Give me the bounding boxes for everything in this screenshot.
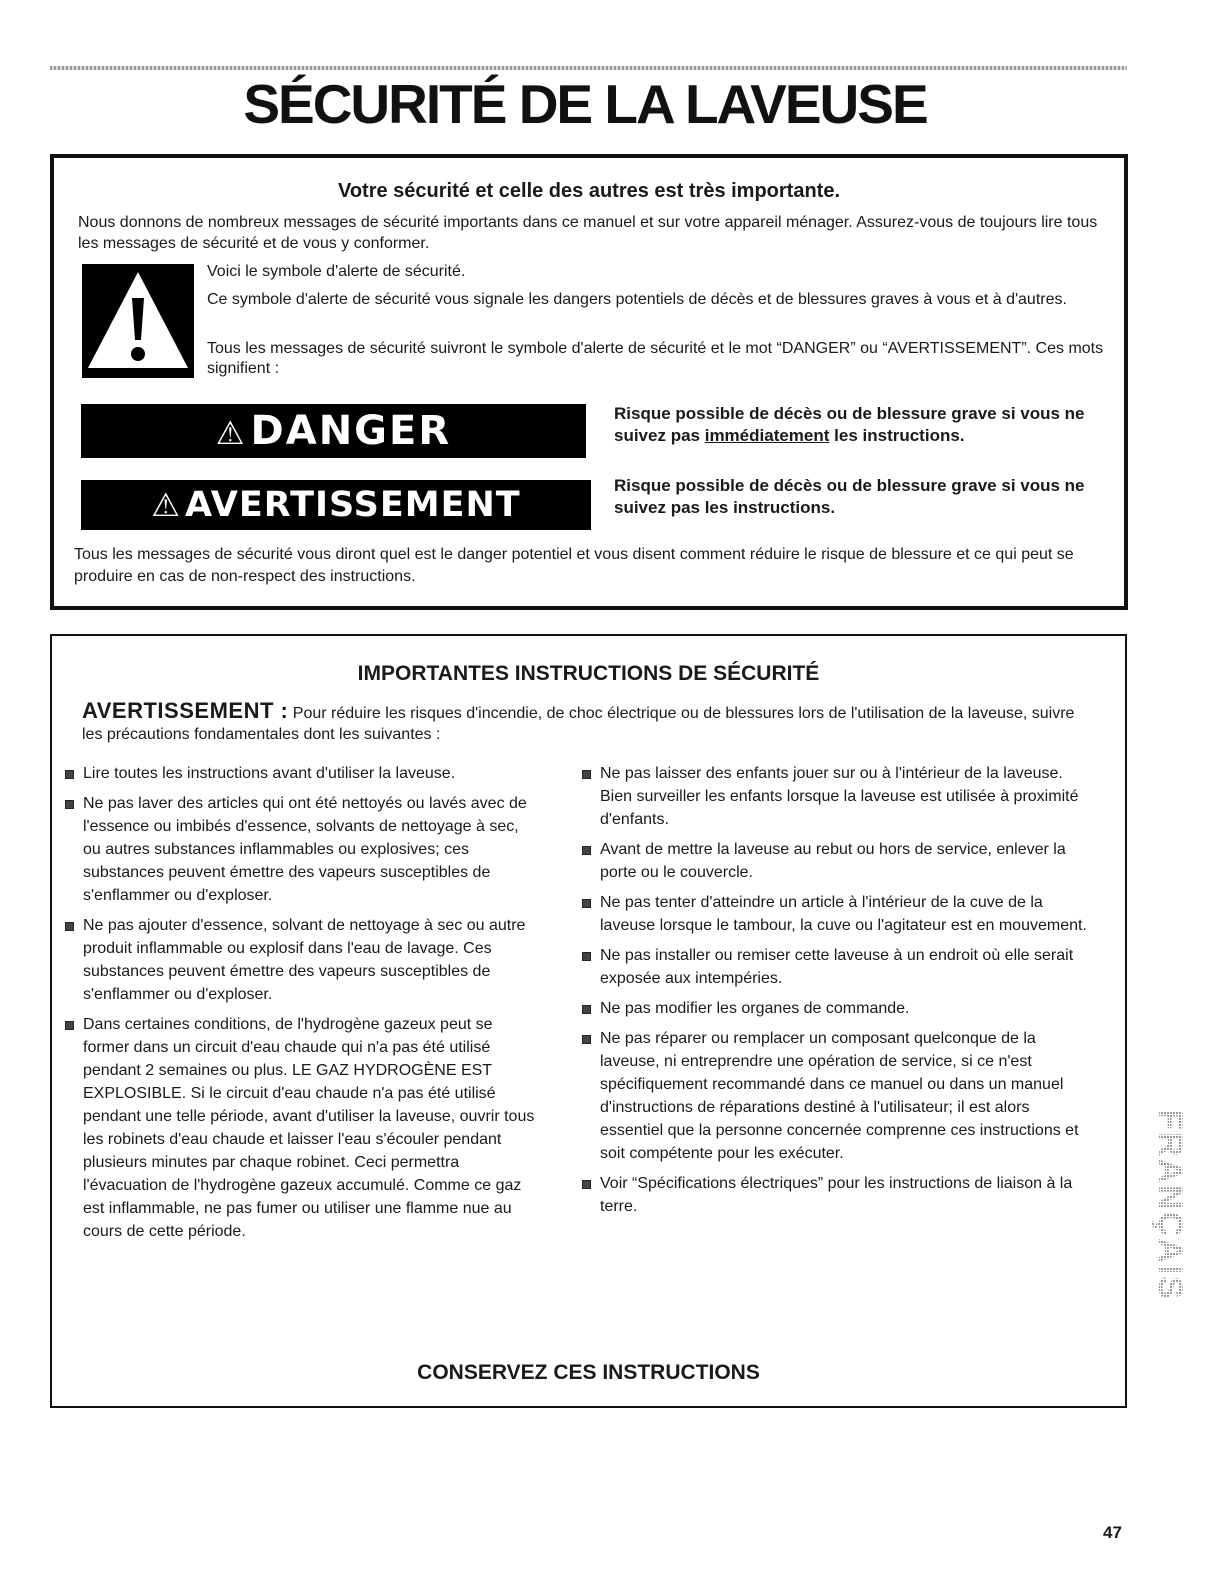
warning-intro-text: Pour réduire les risques d'incendie, de choc électrique ou de blessures lors de l'utilisation de la laveuse, suivre les précautions fondamentales dont les suivantes : bbox=[82, 705, 1075, 743]
list-item: Ne pas ajouter d'essence, solvant de nettoyage à sec ou autre produit inflammable ou explosif dans l'eau de lavage. Ces substances peuvent émettre des vapeurs susceptibles de s'enflammer ou d'exploser. bbox=[65, 914, 535, 1006]
list-item: Voir “Spécifications électriques” pour les instructions de liaison à la terre. bbox=[582, 1172, 1087, 1218]
bullet-icon bbox=[582, 1035, 591, 1044]
list-item: Avant de mettre la laveuse au rebut ou hors de service, enlever la porte ou le couvercle. bbox=[582, 838, 1087, 884]
list-item: Dans certaines conditions, de l'hydrogène gazeux peut se former dans un circuit d'eau chaude qui n'a pas été utilisé pendant 2 semaines ou plus. LE GAZ HYDROGÈNE EST EXPLOSIBLE. Si le circuit d'eau chaude n'a pas été utilisé pendant une telle période, avant d'utiliser la laveuse, ouvrir tous les robinets d'eau chaude et laisser l'eau s'écouler pendant plusieurs minutes par chaque robinet. Ceci permettra l'évacuation de l'hydrogène gazeux accumulé. Comme ce gaz est inflammable, ne pas fumer ou utiliser une flamme nue au cours de cette période. bbox=[65, 1013, 535, 1243]
list-item: Ne pas laver des articles qui ont été nettoyés ou lavés avec de l'essence ou imbibés d'essence, solvants de nettoyage à sec, ou autres substances inflammables ou explosives; ces substances peuvent émettre des vapeurs susceptibles de s'enflammer ou d'exploser. bbox=[65, 792, 535, 907]
warning-description: Risque possible de décès ou de blessure grave si vous ne suivez pas les instructions. bbox=[614, 476, 1085, 517]
safety-intro: Nous donnons de nombreux messages de sécurité importants dans ce manuel et sur votre appareil ménager. Assurez-vous de toujours lire tous les messages de sécurité et de vous y conformer. bbox=[78, 214, 1098, 252]
list-item: Ne pas réparer ou remplacer un composant quelconque de la laveuse, ni entreprendre une opération de service, si ce n'est spécifiquement recommandé dans ce manuel ou dans un manuel d'instructions de réparations destiné à l'utilisateur; il est alors essentiel que la personne concernée comprenne ces instructions et soit compétente pour les exécuter. bbox=[582, 1027, 1087, 1165]
bullet-icon bbox=[582, 952, 591, 961]
bullet-icon bbox=[582, 770, 591, 779]
warning-intro bbox=[82, 700, 1092, 745]
instructions-left-column bbox=[65, 762, 535, 1250]
warning-label-text: AVERTISSEMENT bbox=[185, 485, 521, 525]
symbol-line-2: Ce symbole d'alerte de sécurité vous signale les dangers potentiels de décès et de blessures graves à vous et à d'autres. bbox=[207, 291, 1067, 308]
instructions-title: IMPORTANTES INSTRUCTIONS DE SÉCURITÉ bbox=[357, 662, 820, 685]
bullet-icon bbox=[65, 800, 74, 809]
top-dotted-rule bbox=[50, 66, 1127, 70]
danger-description: Risque possible de décès ou de blessure grave si vous ne suivez pas immédiatement les instructions. bbox=[614, 404, 1085, 445]
safety-closing: Tous les messages de sécurité vous diront quel est le danger potentiel et vous disent comment réduire le risque de blessure et ce qui peut se produire en cas de non-respect des instructions. bbox=[74, 546, 1074, 585]
symbol-line-1: Voici le symbole d'alerte de sécurité. bbox=[207, 263, 466, 280]
list-item: Lire toutes les instructions avant d'utiliser la laveuse. bbox=[65, 762, 535, 785]
danger-emphasis: immédiatement bbox=[704, 426, 830, 445]
page-title: SÉCURITÉ DE LA LAVEUSE bbox=[243, 73, 927, 135]
page-number: 47 bbox=[1103, 1523, 1122, 1542]
symbol-line-3: Tous les messages de sécurité suivront le symbole d'alerte de sécurité et le mot “DANGER” ou “AVERTISSEMENT”. Ces mots signifient : bbox=[207, 340, 1104, 377]
bullet-icon bbox=[582, 1005, 591, 1014]
safety-alert-box bbox=[50, 154, 1128, 610]
list-item: Ne pas tenter d'atteindre un article à l'intérieur de la cuve de la laveuse lorsque le tambour, la cuve ou l'agitateur est en mouvement. bbox=[582, 891, 1087, 937]
list-item: Ne pas installer ou remiser cette laveuse à un endroit où elle serait exposée aux intempéries. bbox=[582, 944, 1087, 990]
bullet-icon bbox=[582, 899, 591, 908]
alert-triangle-icon: ⚠ bbox=[215, 414, 247, 452]
bullet-icon bbox=[65, 1021, 74, 1030]
danger-label-text: DANGER bbox=[250, 408, 452, 454]
language-side-tab bbox=[1150, 1060, 1186, 1350]
bullet-icon bbox=[582, 1180, 591, 1189]
bullet-icon bbox=[582, 846, 591, 855]
side-tab-label: FRANÇAIS bbox=[1151, 1109, 1186, 1301]
keep-instructions-footer: CONSERVEZ CES INSTRUCTIONS bbox=[417, 1361, 760, 1384]
danger-signal-word bbox=[81, 404, 586, 458]
list-item: Ne pas laisser des enfants jouer sur ou à l'intérieur de la laveuse. Bien surveiller les enfants lorsque la laveuse est utilisée à proximité d'enfants. bbox=[582, 762, 1087, 831]
warning-word: AVERTISSEMENT : bbox=[82, 698, 289, 723]
important-instructions-box bbox=[50, 634, 1127, 1408]
instructions-right-column bbox=[582, 762, 1087, 1225]
safety-subhead: Votre sécurité et celle des autres est très importante. bbox=[337, 180, 841, 202]
alert-triangle-icon: ⚠ bbox=[151, 486, 182, 524]
bullet-icon bbox=[65, 922, 74, 931]
safety-alert-icon bbox=[82, 264, 194, 378]
bullet-icon bbox=[65, 770, 74, 779]
list-item: Ne pas modifier les organes de commande. bbox=[582, 997, 1087, 1020]
warning-signal-word bbox=[81, 480, 591, 530]
